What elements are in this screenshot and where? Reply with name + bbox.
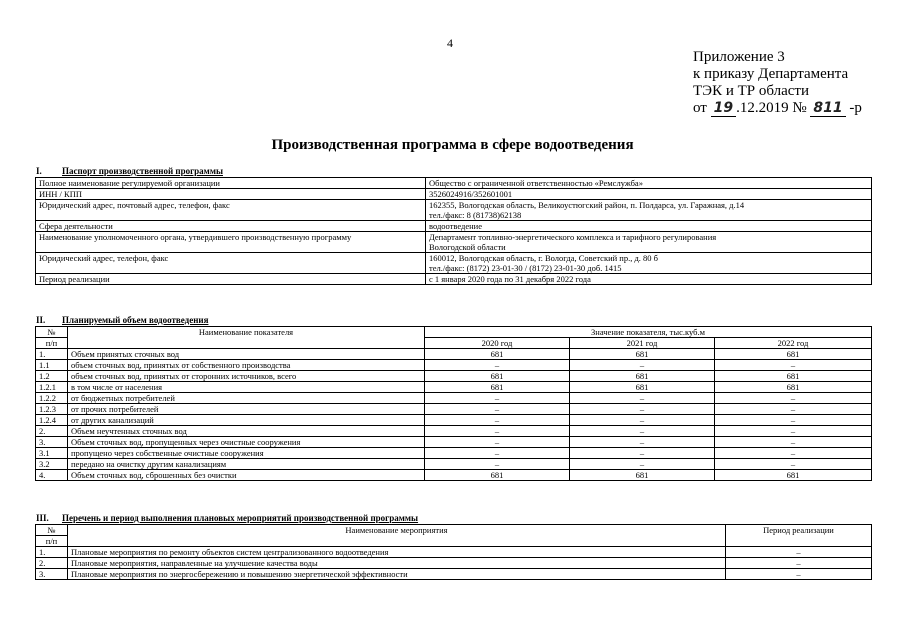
col-value-header: Значение показателя, тыс.куб.м [425, 327, 872, 338]
indicator-value: – [425, 437, 570, 448]
col-measure-header: Наименование мероприятия [68, 525, 726, 547]
indicator-value: – [425, 404, 570, 415]
indicator-name: от бюджетных потребителей [68, 393, 425, 404]
row-number: 1.2.1 [36, 382, 68, 393]
col-num-header-2: п/п [36, 536, 68, 547]
indicator-value: 681 [425, 382, 570, 393]
document-title: Производственная программа в сфере водоотведения [271, 137, 634, 153]
indicator-name: Объем принятых сточных вод [68, 349, 425, 360]
table-row [36, 558, 872, 569]
indicator-value: 681 [425, 470, 570, 481]
indicator-value: 681 [715, 470, 872, 481]
passport-label: Юридический адрес, почтовый адрес, телефон, факс [36, 200, 426, 221]
passport-value: 162355, Вологодская область, Великоустюгский район, п. Полдарса, ул. Гаражная, д.14 [429, 200, 745, 210]
passport-table [35, 177, 872, 285]
passport-label: Юридический адрес, телефон, факс [36, 253, 426, 274]
indicator-value: – [715, 437, 872, 448]
appendix-date-line [693, 100, 862, 117]
indicator-value: – [570, 437, 715, 448]
indicator-value: – [715, 448, 872, 459]
date-prefix: от [693, 100, 707, 116]
section-3-heading [36, 513, 418, 523]
indicator-name: Объем неучтенных сточных вод [68, 426, 425, 437]
page-number: 4 [447, 36, 453, 50]
passport-value-cell [426, 232, 872, 253]
order-suffix: -р [849, 100, 862, 116]
passport-value-cell [426, 221, 872, 232]
indicator-name: пропущено через собственные очистные сооружения [68, 448, 425, 459]
passport-value: Общество с ограниченной ответственностью «Ремслужба» [429, 178, 643, 188]
row-number: 1. [36, 547, 68, 558]
indicator-value: 681 [570, 470, 715, 481]
measure-period: – [726, 547, 872, 558]
passport-value-cell [426, 253, 872, 274]
indicator-name: объем сточных вод, принятых от сторонних источников, всего [68, 371, 425, 382]
section-1-title: Паспорт производственной программы [62, 166, 223, 176]
passport-label: Сфера деятельности [36, 221, 426, 232]
indicator-value: – [570, 459, 715, 470]
indicator-value: – [425, 415, 570, 426]
row-number: 3. [36, 569, 68, 580]
indicator-name: объем сточных вод, принятых от собственного производства [68, 360, 425, 371]
appendix-block [693, 49, 862, 117]
indicator-value: – [425, 426, 570, 437]
table-row [36, 274, 872, 285]
year-header: 2020 год [425, 338, 570, 349]
indicator-value: – [425, 459, 570, 470]
table-row [36, 415, 872, 426]
indicator-value: 681 [715, 349, 872, 360]
section-2-number: II. [36, 315, 46, 325]
indicator-value: 681 [715, 371, 872, 382]
indicator-value: – [715, 360, 872, 371]
volume-table [35, 326, 872, 481]
year-header: 2022 год [715, 338, 872, 349]
indicator-value: – [715, 426, 872, 437]
section-1-heading [36, 166, 223, 176]
row-number: 3.1 [36, 448, 68, 459]
indicator-value: – [715, 404, 872, 415]
table-row [36, 349, 872, 360]
appendix-line-3: ТЭК и ТР области [693, 83, 809, 99]
indicator-name: передано на очистку другим канализациям [68, 459, 425, 470]
date-rest: .12.2019 № [736, 100, 807, 116]
table-row [36, 382, 872, 393]
row-number: 4. [36, 470, 68, 481]
passport-value: 160012, Вологодская область, г. Вологда, Советский пр., д. 80 б [429, 253, 659, 263]
indicator-value: 681 [570, 349, 715, 360]
appendix-line-1: Приложение 3 [693, 49, 785, 65]
indicator-value: – [570, 360, 715, 371]
col-num-header-2: п/п [36, 338, 68, 349]
passport-value: с 1 января 2020 года по 31 декабря 2022 года [429, 274, 591, 284]
passport-label: Полное наименование регулируемой организации [36, 178, 426, 189]
handwritten-day: 19 [711, 100, 736, 117]
indicator-name: Объем сточных вод, пропущенных через очистные сооружения [68, 437, 425, 448]
indicator-name: от прочих потребителей [68, 404, 425, 415]
passport-value-line2: Вологодской области [429, 242, 506, 252]
section-3-number: III. [36, 513, 49, 523]
indicator-name: Объем сточных вод, сброшенных без очистки [68, 470, 425, 481]
section-2-title: Планируемый объем водоотведения [62, 315, 209, 325]
table-row [36, 426, 872, 437]
row-number: 2. [36, 558, 68, 569]
indicator-value: – [570, 448, 715, 459]
table-row [36, 200, 872, 221]
measure-period: – [726, 558, 872, 569]
passport-value-cell [426, 274, 872, 285]
section-3-title: Перечень и период выполнения плановых мероприятий производственной программы [62, 513, 419, 523]
row-number: 1.2.2 [36, 393, 68, 404]
table-row [36, 371, 872, 382]
col-num-header: № [36, 525, 68, 536]
passport-value-line2: тел./факс: 8 (81738)62138 [429, 210, 522, 220]
indicator-value: 681 [570, 382, 715, 393]
measure-period: – [726, 569, 872, 580]
col-name-header: Наименование показателя [68, 327, 425, 349]
table-row [36, 448, 872, 459]
table-row [36, 569, 872, 580]
row-number: 3. [36, 437, 68, 448]
year-header: 2021 год [570, 338, 715, 349]
passport-value: водоотведение [429, 221, 482, 231]
passport-label: Период реализации [36, 274, 426, 285]
passport-value: 3526024916/352601001 [429, 189, 513, 199]
section-1-number: I. [36, 166, 42, 176]
measure-name: Плановые мероприятия по энергосбережению и повышению энергетической эффективности [68, 569, 726, 580]
indicator-value: – [425, 448, 570, 459]
indicator-value: 681 [425, 349, 570, 360]
row-number: 3.2 [36, 459, 68, 470]
table-row [36, 253, 872, 274]
row-number: 1.2.4 [36, 415, 68, 426]
table-row [36, 437, 872, 448]
indicator-value: – [715, 415, 872, 426]
section-2-heading [36, 315, 208, 325]
indicator-value: – [425, 360, 570, 371]
passport-value-line2: тел./факс: (8172) 23-01-30 / (8172) 23-01-30 доб. 1415 [429, 263, 622, 273]
col-num-header: № [36, 327, 68, 338]
indicator-value: 681 [425, 371, 570, 382]
appendix-line-2: к приказу Департамента [693, 66, 849, 82]
table-row [36, 232, 872, 253]
indicator-name: в том числе от населения [68, 382, 425, 393]
indicator-value: – [570, 426, 715, 437]
indicator-value: 681 [570, 371, 715, 382]
passport-value: Департамент топливно-энергетического комплекса и тарифного регулирования [429, 232, 717, 242]
passport-value-cell [426, 178, 872, 189]
indicator-value: – [425, 393, 570, 404]
indicator-value: 681 [715, 382, 872, 393]
passport-label: ИНН / КПП [36, 189, 426, 200]
table-row [36, 178, 872, 189]
table-row [36, 404, 872, 415]
table-row [36, 360, 872, 371]
indicator-value: – [570, 415, 715, 426]
table-row [36, 547, 872, 558]
indicator-value: – [570, 393, 715, 404]
col-period-header: Период реализации [726, 525, 872, 547]
table-row [36, 189, 872, 200]
passport-value-cell [426, 200, 872, 221]
row-number: 1. [36, 349, 68, 360]
measure-name: Плановые мероприятия по ремонту объектов систем централизованного водоотведения [68, 547, 726, 558]
passport-value-cell [426, 189, 872, 200]
table-row [36, 459, 872, 470]
row-number: 2. [36, 426, 68, 437]
row-number: 1.1 [36, 360, 68, 371]
table-row [36, 470, 872, 481]
indicator-value: – [715, 393, 872, 404]
passport-label: Наименование уполномоченного органа, утвердившего производственную программу [36, 232, 426, 253]
table-row [36, 221, 872, 232]
measures-table [35, 524, 872, 580]
handwritten-order-number: 811 [810, 100, 845, 117]
indicator-name: от других канализаций [68, 415, 425, 426]
row-number: 1.2.3 [36, 404, 68, 415]
indicator-value: – [715, 459, 872, 470]
table-row [36, 393, 872, 404]
row-number: 1.2 [36, 371, 68, 382]
measure-name: Плановые мероприятия, направленные на улучшение качества воды [68, 558, 726, 569]
indicator-value: – [570, 404, 715, 415]
